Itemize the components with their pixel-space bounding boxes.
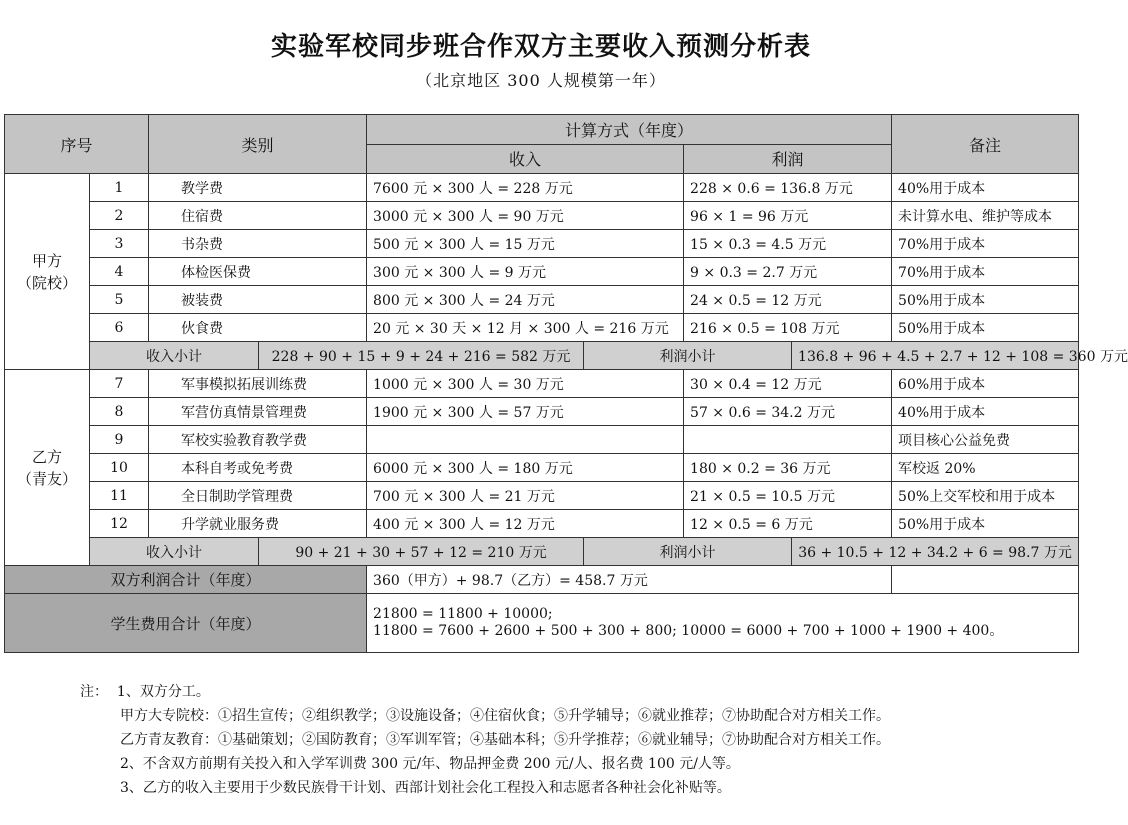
row-profit: 21 × 0.5 = 10.5 万元 bbox=[684, 482, 892, 510]
party-b-subtotal-row bbox=[5, 538, 1079, 566]
row-profit: 15 × 0.3 = 4.5 万元 bbox=[684, 230, 892, 258]
note-1a: 甲方大专院校：①招生宣传；②组织教学；③设施设备；④住宿伙食；⑤升学辅导；⑥就业推荐；⑦协助配合对方相关工作。 bbox=[120, 708, 890, 724]
student-total-line2: 11800 = 7600 + 2600 + 500 + 300 + 800; 10000 = 6000 + 700 + 1000 + 1900 + 400。 bbox=[373, 623, 1004, 639]
header-income: 收入 bbox=[367, 144, 684, 174]
row-income bbox=[367, 426, 684, 454]
income-subtotal-value: 90 + 21 + 30 + 57 + 12 = 210 万元 bbox=[259, 538, 584, 566]
party-b-section bbox=[5, 370, 1079, 566]
table-row bbox=[5, 202, 1079, 230]
row-number: 2 bbox=[90, 202, 149, 230]
row-income: 700 元 × 300 人 = 21 万元 bbox=[367, 482, 684, 510]
row-number: 5 bbox=[90, 286, 149, 314]
row-profit: 228 × 0.6 = 136.8 万元 bbox=[684, 174, 892, 202]
row-category: 伙食费 bbox=[149, 314, 367, 342]
profit-total-value: 360（甲方）+ 98.7（乙方）= 458.7 万元 bbox=[367, 566, 892, 594]
header-profit: 利润 bbox=[684, 144, 892, 174]
row-remark: 项目核心公益免费 bbox=[892, 426, 1079, 454]
student-total-value bbox=[367, 594, 1079, 653]
header-seq: 序号 bbox=[5, 115, 149, 174]
row-profit: 96 × 1 = 96 万元 bbox=[684, 202, 892, 230]
row-category: 本科自考或免考费 bbox=[149, 454, 367, 482]
party-a-label bbox=[5, 174, 90, 370]
row-income: 6000 元 × 300 人 = 180 万元 bbox=[367, 454, 684, 482]
row-remark: 60%用于成本 bbox=[892, 370, 1079, 398]
row-category: 被装费 bbox=[149, 286, 367, 314]
profit-subtotal-label: 利润小计 bbox=[584, 538, 792, 566]
row-income: 400 元 × 300 人 = 12 万元 bbox=[367, 510, 684, 538]
party-a-section bbox=[5, 174, 1128, 370]
row-profit: 24 × 0.5 = 12 万元 bbox=[684, 286, 892, 314]
row-income: 20 元 × 30 天 × 12 月 × 300 人 = 216 万元 bbox=[367, 314, 684, 342]
row-number: 11 bbox=[90, 482, 149, 510]
row-number: 8 bbox=[90, 398, 149, 426]
profit-total-label: 双方利润合计（年度） bbox=[5, 566, 367, 594]
party-b-label-line: （青友） bbox=[16, 469, 77, 488]
row-category: 升学就业服务费 bbox=[149, 510, 367, 538]
note-3: 3、乙方的收入主要用于少数民族骨干计划、西部计划社会化工程投入和志愿者各种社会化补贴等。 bbox=[120, 780, 731, 796]
party-a-label-line: 甲方 bbox=[31, 251, 62, 270]
table-row bbox=[5, 398, 1079, 426]
student-total-label: 学生费用合计（年度） bbox=[5, 594, 367, 653]
note-1: 注： 1、双方分工。 bbox=[80, 684, 210, 700]
table-row bbox=[5, 230, 1079, 258]
header-remark: 备注 bbox=[892, 115, 1079, 174]
row-category: 体检医保费 bbox=[149, 258, 367, 286]
income-subtotal-label: 收入小计 bbox=[90, 538, 259, 566]
student-total-row bbox=[5, 594, 1079, 653]
row-profit: 12 × 0.5 = 6 万元 bbox=[684, 510, 892, 538]
row-profit: 30 × 0.4 = 12 万元 bbox=[684, 370, 892, 398]
row-number: 12 bbox=[90, 510, 149, 538]
row-category: 书杂费 bbox=[149, 230, 367, 258]
header-calc: 计算方式（年度） bbox=[367, 115, 892, 145]
table-row bbox=[5, 258, 1079, 286]
row-number: 6 bbox=[90, 314, 149, 342]
revenue-table bbox=[4, 114, 1128, 653]
row-remark: 40%用于成本 bbox=[892, 398, 1079, 426]
note-2: 2、不含双方前期有关投入和入学军训费 300 元/年、物品押金费 200 元/人、报名费 100 元/人等。 bbox=[120, 756, 740, 772]
profit-total-remark bbox=[892, 566, 1079, 594]
row-number: 1 bbox=[90, 174, 149, 202]
row-income: 300 元 × 300 人 = 9 万元 bbox=[367, 258, 684, 286]
notes bbox=[80, 680, 890, 800]
profit-total-row bbox=[5, 566, 1079, 594]
row-remark: 70%用于成本 bbox=[892, 258, 1079, 286]
row-remark: 50%用于成本 bbox=[892, 286, 1079, 314]
row-income: 800 元 × 300 人 = 24 万元 bbox=[367, 286, 684, 314]
row-number: 4 bbox=[90, 258, 149, 286]
row-remark: 50%用于成本 bbox=[892, 314, 1079, 342]
note-1b: 乙方青友教育：①基础策划；②国防教育；③军训军管；④基础本科；⑤升学推荐；⑥就业辅导；⑦协助配合对方相关工作。 bbox=[120, 732, 890, 748]
page-subtitle: （北京地区 300 人规模第一年） bbox=[416, 71, 666, 90]
row-category: 住宿费 bbox=[149, 202, 367, 230]
table-row bbox=[5, 510, 1079, 538]
profit-subtotal-label: 利润小计 bbox=[584, 342, 792, 370]
table-row bbox=[5, 482, 1079, 510]
row-income: 7600 元 × 300 人 = 228 万元 bbox=[367, 174, 684, 202]
row-profit bbox=[684, 426, 892, 454]
row-remark: 军校返 20% bbox=[892, 454, 1079, 482]
row-profit: 216 × 0.5 = 108 万元 bbox=[684, 314, 892, 342]
row-profit: 9 × 0.3 = 2.7 万元 bbox=[684, 258, 892, 286]
row-number: 3 bbox=[90, 230, 149, 258]
header-category: 类别 bbox=[149, 115, 367, 174]
row-category: 全日制助学管理费 bbox=[149, 482, 367, 510]
row-category: 教学费 bbox=[149, 174, 367, 202]
row-remark: 未计算水电、维护等成本 bbox=[892, 202, 1079, 230]
table-row bbox=[5, 314, 1079, 342]
row-remark: 50%用于成本 bbox=[892, 510, 1079, 538]
profit-subtotal-value: 136.8 + 96 + 4.5 + 2.7 + 12 + 108 = 360 万元 bbox=[792, 342, 1079, 370]
row-remark: 50%上交军校和用于成本 bbox=[892, 482, 1079, 510]
table-header-row bbox=[5, 115, 1079, 145]
row-category: 军校实验教育教学费 bbox=[149, 426, 367, 454]
income-subtotal-label: 收入小计 bbox=[90, 342, 259, 370]
table-row bbox=[5, 454, 1079, 482]
row-category: 军事模拟拓展训练费 bbox=[149, 370, 367, 398]
table-row bbox=[5, 370, 1079, 398]
row-profit: 57 × 0.6 = 34.2 万元 bbox=[684, 398, 892, 426]
note-prefix: 注： bbox=[80, 684, 108, 700]
row-number: 10 bbox=[90, 454, 149, 482]
party-b-label-line: 乙方 bbox=[31, 447, 62, 466]
row-income: 500 元 × 300 人 = 15 万元 bbox=[367, 230, 684, 258]
student-total-line1: 21800 = 11800 + 10000; bbox=[373, 606, 553, 622]
party-b-label bbox=[5, 370, 90, 566]
row-remark: 70%用于成本 bbox=[892, 230, 1079, 258]
row-category: 军营仿真情景管理费 bbox=[149, 398, 367, 426]
page-title: 实验军校同步班合作双方主要收入预测分析表 bbox=[270, 32, 811, 62]
profit-subtotal-value: 36 + 10.5 + 12 + 34.2 + 6 = 98.7 万元 bbox=[792, 538, 1079, 566]
table-row bbox=[5, 174, 1079, 202]
table-row bbox=[5, 426, 1079, 454]
row-income: 1000 元 × 300 人 = 30 万元 bbox=[367, 370, 684, 398]
row-income: 3000 元 × 300 人 = 90 万元 bbox=[367, 202, 684, 230]
party-a-label-line: （院校） bbox=[16, 273, 77, 292]
row-remark: 40%用于成本 bbox=[892, 174, 1079, 202]
row-number: 9 bbox=[90, 426, 149, 454]
row-number: 7 bbox=[90, 370, 149, 398]
row-profit: 180 × 0.2 = 36 万元 bbox=[684, 454, 892, 482]
row-income: 1900 元 × 300 人 = 57 万元 bbox=[367, 398, 684, 426]
income-subtotal-value: 228 + 90 + 15 + 9 + 24 + 216 = 582 万元 bbox=[259, 342, 584, 370]
table-row bbox=[5, 286, 1079, 314]
party-a-subtotal-row bbox=[5, 342, 1079, 370]
